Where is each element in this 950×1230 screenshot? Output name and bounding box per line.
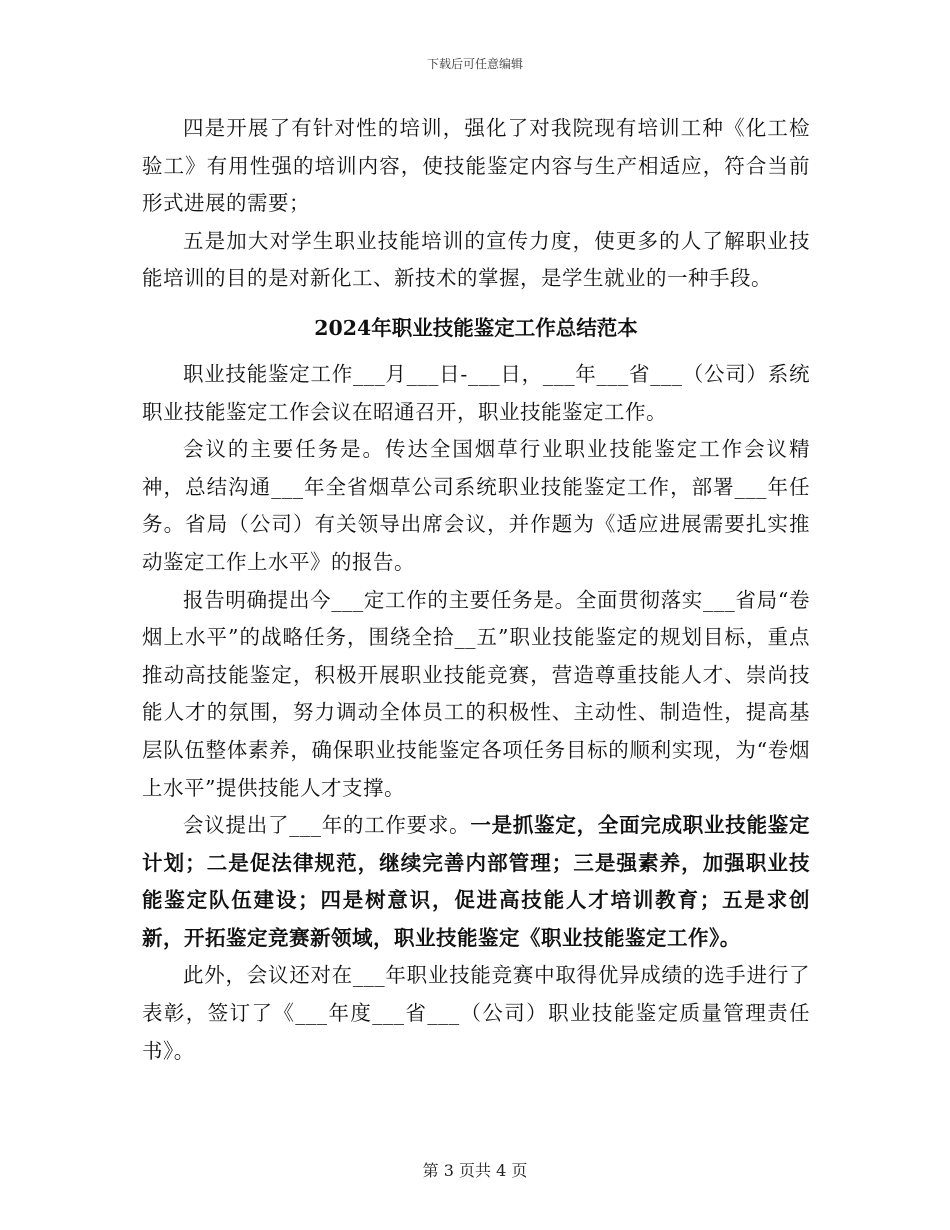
page-footer: 第 3 页共 4 页 [422,1161,528,1180]
paragraph-meeting-intro: 职业技能鉴定工作___月___日-___日，___年___省___（公司）系统职业技能鉴定工作会议在昭通召开，职业技能鉴定工作。 [142,361,810,424]
requirements-lead: 会议提出了___年的工作要求。 [183,813,471,838]
paragraph-report-tasks: 报告明确提出今___定工作的主要任务是。全面贯彻落实___省局“卷烟上水平”的战略任务，围绕全拾__五”职业技能鉴定的规划目标，重点推动高技能鉴定，积极开展职业技能竞赛，营造尊重技能人才、崇尚技能人才的氛围，努力调动全体员工的积极性、主动性、制造性，提高基层队伍整体素养，确保职业技能鉴定各项任务目标的顺利实现，为“卷烟上水平”提供技能人才支撑。 [142,587,810,800]
paragraph-requirements [142,807,810,957]
paragraph-item-five: 五是加大对学生职业技能培训的宣传力度，使更多的人了解职业技能培训的目的是对新化工、新技术的掌握，是学生就业的一种手段。 [142,228,810,291]
paragraph-item-four: 四是开展了有针对性的培训，强化了对我院现有培训工种《化工检验工》有用性强的培训内容，使技能鉴定内容与生产相适应，符合当前形式进展的需要； [142,116,810,216]
section-title: 2024年职业技能鉴定工作总结范本 [314,315,638,340]
paragraph-meeting-tasks: 会议的主要任务是。传达全国烟草行业职业技能鉴定工作会议精神，总结沟通___年全省烟草公司系统职业技能鉴定工作，部署___年任务。省局（公司）有关领导出席会议，并作题为《适应进展需要扎实推动鉴定工作上水平》的报告。 [142,437,810,574]
page-header: 下载后可任意编辑 [426,57,523,71]
requirements-bold: 一是抓鉴定，全面完成职业技能鉴定计划；二是促法律规范，继续完善内部管理；三是强素养，加强职业技能鉴定队伍建设；四是树意识，促进高技能人才培训教育；五是求创新，开拓鉴定竞赛新领域，职业技能鉴定《职业技能鉴定工作》。 [142,813,811,950]
paragraph-closing: 此外，会议还对在___年职业技能竞赛中取得优异成绩的选手进行了表彰，签订了《___年度___省___（公司）职业技能鉴定质量管理责任书》。 [142,963,810,1063]
document-body [142,110,810,1070]
